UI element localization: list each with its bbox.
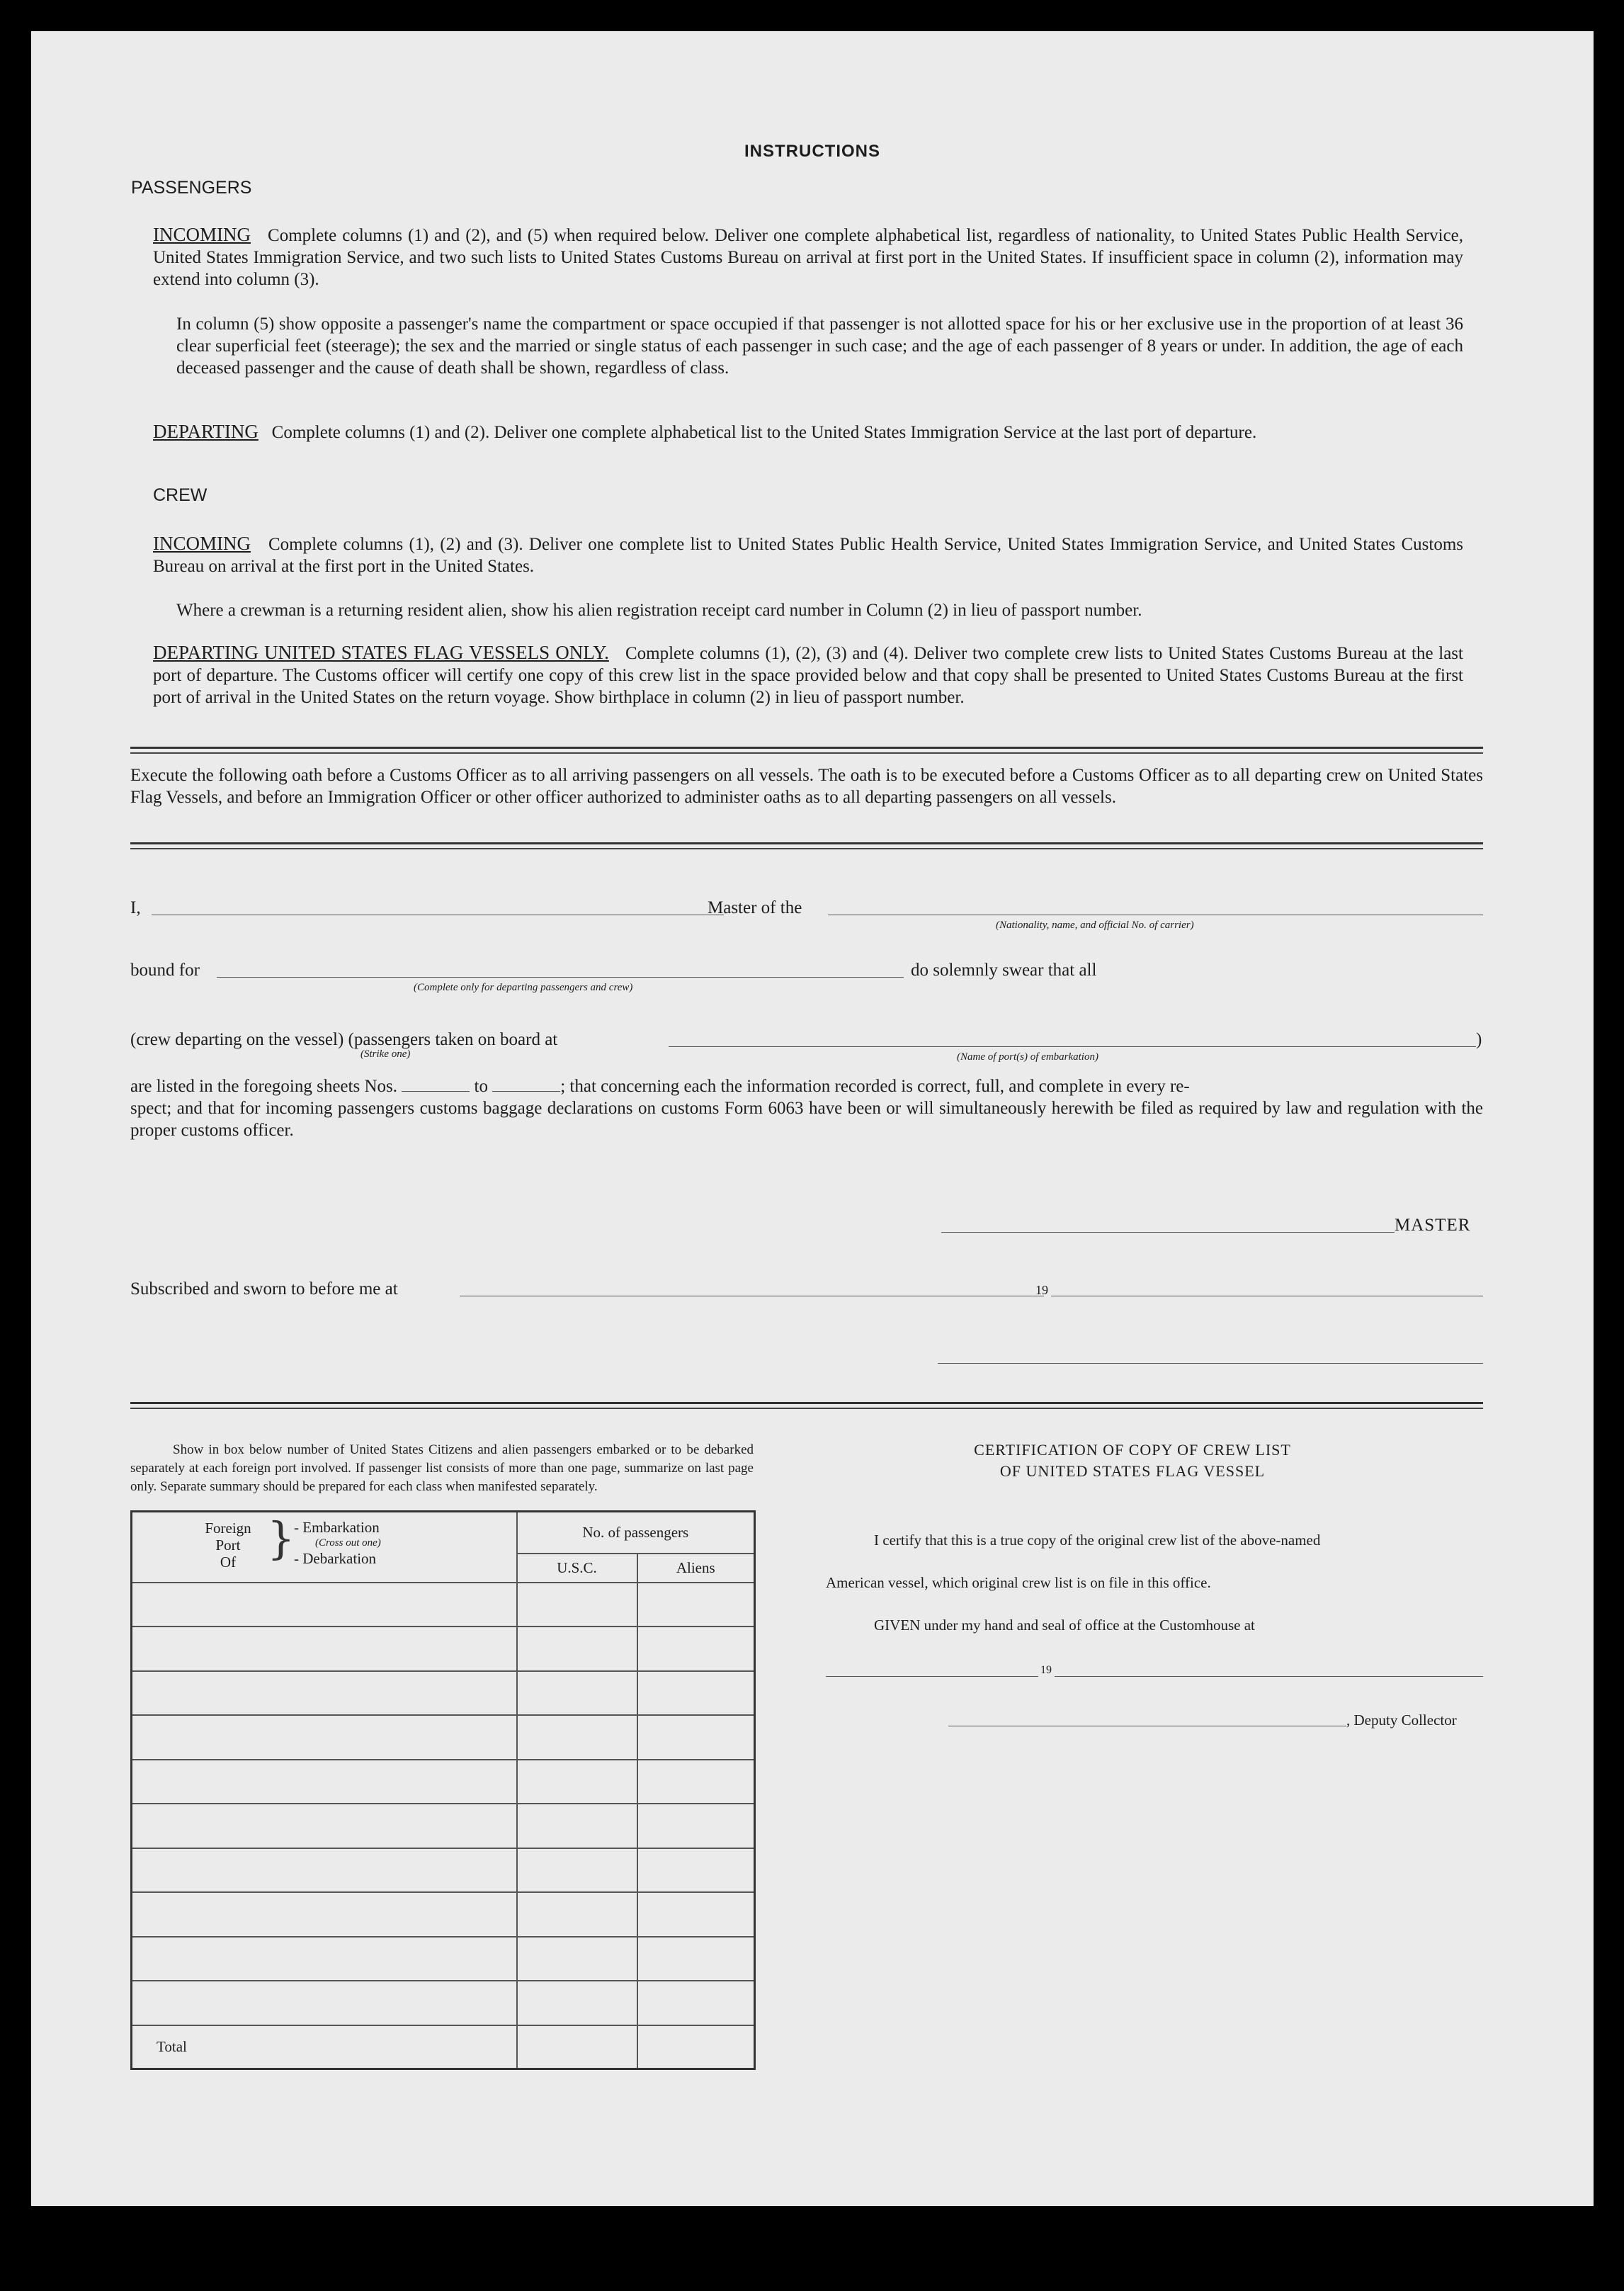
listed-to: to (474, 1077, 488, 1096)
certification-title-line2: OF UNITED STATES FLAG VESSEL (999, 1462, 1266, 1480)
summary-instruction: Show in box below number of United States Citizens and alien passengers embarked or to be debarked separately at each foreign port involved. If passenger list consists of more than one page, summarize on last page only. Separate summary should be prepared for each class when manifested separately. (130, 1442, 754, 1494)
foreign-port-header (132, 1512, 517, 1583)
brace-icon: } (267, 1512, 295, 1564)
crew-incoming-paragraph (153, 533, 1463, 577)
crew-departing-text: (crew departing on the vessel) (passengers taken on board at (130, 1030, 558, 1049)
passengers-incoming-para2: In column (5) show opposite a passenger's name the compartment or space occupied if that passenger is not allotted space for his or her exclusive use in the proportion of at least 36 clear superficial feet (steerage); the sex and the married or single status of each passenger in such case; and the age of each passenger of 8 years or under. In addition, the age of each deceased passenger and the cause of death shall be shown, regardless of class. (176, 315, 1463, 378)
table-row[interactable] (132, 1892, 755, 1937)
passengers-incoming-paragraph (153, 224, 1463, 290)
master-signature-line[interactable] (941, 1232, 1395, 1233)
table-row[interactable] (132, 1715, 755, 1760)
crew-departing-text: Complete columns (1), (2), (3) and (4). Deliver two complete crew lists to United States Customs Bureau at the last port of departure. The Customs officer will certify one copy of this crew list in the space provided below and that copy shall be presented to United States Customs Bureau at the first port of arrival in the United States on the return voyage. Show birthplace in column (2) in lieu of passport number. (153, 644, 1463, 707)
table-row[interactable] (132, 1583, 755, 1627)
strike-one-note: (Strike one) (360, 1048, 411, 1060)
aliens-header: Aliens (637, 1554, 755, 1583)
port-label: Port (215, 1537, 241, 1554)
subscribed-label: Subscribed and sworn to before me at (130, 1279, 398, 1299)
listed-line (130, 1075, 1483, 1097)
sheet-to-field[interactable] (492, 1091, 560, 1092)
oath-instruction: Execute the following oath before a Customs Officer as to all arriving passengers on all vessels. The oath is to be executed before a Customs Officer as to all departing crew on United States Flag Vessels, and before an Immigration Officer or other officer authorized to administer oaths as to all departing passengers on all vessels. (130, 766, 1483, 807)
master-label: MASTER (1395, 1216, 1471, 1235)
total-row[interactable] (132, 2025, 755, 2069)
crew-incoming-para2: Where a crewman is a returning resident alien, show his alien registration receipt card number in Column (2) in lieu of passport number. (176, 601, 1142, 620)
table-row[interactable] (132, 1804, 755, 1848)
total-label: Total (132, 2025, 517, 2069)
bound-for-label: bound for (130, 961, 200, 980)
crew-incoming-text: Complete columns (1), (2) and (3). Deliver one complete list to United States Public Health Service, United States Immigration Service, and United States Customs Bureau on arrival at the first port in the United States. (153, 535, 1463, 576)
port-note: (Name of port(s) of embarkation) (957, 1051, 1098, 1063)
listed-b: ; that concerning each the information recorded is correct, full, and complete in every re- (560, 1077, 1190, 1096)
crew-heading: CREW (153, 485, 208, 505)
customhouse-field[interactable] (826, 1676, 1038, 1677)
page-title: INSTRUCTIONS (744, 142, 880, 161)
embarkation-option[interactable]: - Embarkation (294, 1519, 380, 1536)
bound-note: (Complete only for departing passengers and crew) (414, 982, 633, 993)
embarkation-port-field[interactable] (669, 1046, 1476, 1047)
usc-header: U.S.C. (517, 1554, 637, 1583)
certification-year-field[interactable] (1055, 1676, 1483, 1677)
passengers-departing-text: Complete columns (1) and (2). Deliver one complete alphabetical list to the United States Immigration Service at the last port of departure. (271, 423, 1257, 442)
sheet-from-field[interactable] (402, 1091, 470, 1092)
deputy-collector-label: , Deputy Collector (1346, 1712, 1457, 1729)
oath-i-label: I, (130, 898, 141, 917)
crew-departing-paragraph (153, 642, 1463, 708)
table-row[interactable] (132, 1671, 755, 1716)
certification-year-label: 19 (1040, 1664, 1052, 1676)
bound-for-field[interactable] (217, 977, 904, 978)
passengers-departing-label: DEPARTING (153, 421, 259, 442)
cross-out-note: (Cross out one) (315, 1537, 381, 1549)
table-row[interactable] (132, 1937, 755, 1981)
table-row[interactable] (132, 1981, 755, 2025)
table-row[interactable] (132, 1760, 755, 1804)
close-paren: ) (1476, 1030, 1482, 1049)
crew-departing-label: DEPARTING UNITED STATES FLAG VESSELS ONLY. (153, 642, 609, 663)
certification-title (807, 1439, 1458, 1482)
table-row[interactable] (132, 1848, 755, 1893)
no-of-passengers-header: No. of passengers (517, 1512, 755, 1554)
certify-line-a: I certify that this is a true copy of the original crew list of the above-named (874, 1532, 1321, 1549)
crew-incoming-label: INCOMING (153, 533, 251, 554)
foreign-label: Foreign (205, 1520, 251, 1537)
divider-rule (130, 1402, 1483, 1409)
divider-rule (130, 842, 1483, 849)
table-row[interactable] (132, 1627, 755, 1671)
master-of-the-label: Master of the (708, 898, 802, 917)
passengers-heading: PASSENGERS (131, 178, 252, 198)
certify-line-b: American vessel, which original crew list is on file in this office. (826, 1574, 1211, 1591)
nationality-note: (Nationality, name, and official No. of carrier) (996, 920, 1194, 931)
certification-title-line1: CERTIFICATION OF COPY OF CREW LIST (974, 1441, 1291, 1459)
passengers-incoming-label: INCOMING (153, 224, 251, 245)
listed-c: spect; and that for incoming passengers customs baggage declarations on customs Form 6063 have been or will simultaneously herewith be filed as required by law and regulation with the proper customs officer. (130, 1099, 1483, 1140)
of-label: Of (220, 1554, 237, 1571)
passengers-departing-paragraph (153, 421, 1463, 443)
subscribed-year-label: 19 (1035, 1283, 1048, 1297)
debarkation-option[interactable]: - Debarkation (294, 1550, 377, 1567)
passenger-summary-table (130, 1510, 756, 2070)
given-line: GIVEN under my hand and seal of office at the Customhouse at (874, 1617, 1255, 1634)
form-page (31, 31, 1594, 2206)
officer-signature-line[interactable] (938, 1363, 1483, 1364)
listed-a: are listed in the foregoing sheets Nos. (130, 1077, 397, 1096)
do-swear-text: do solemnly swear that all (911, 961, 1097, 980)
divider-rule (130, 747, 1483, 754)
passengers-incoming-text: Complete columns (1) and (2), and (5) when required below. Deliver one complete alphabetical list, regardless of nationality, to United States Public Health Service, United States Immigration Service, and two such lists to United States Customs Bureau on arrival at first port in the United States. If insufficient space in column (2), information may extend into column (3). (153, 226, 1464, 289)
